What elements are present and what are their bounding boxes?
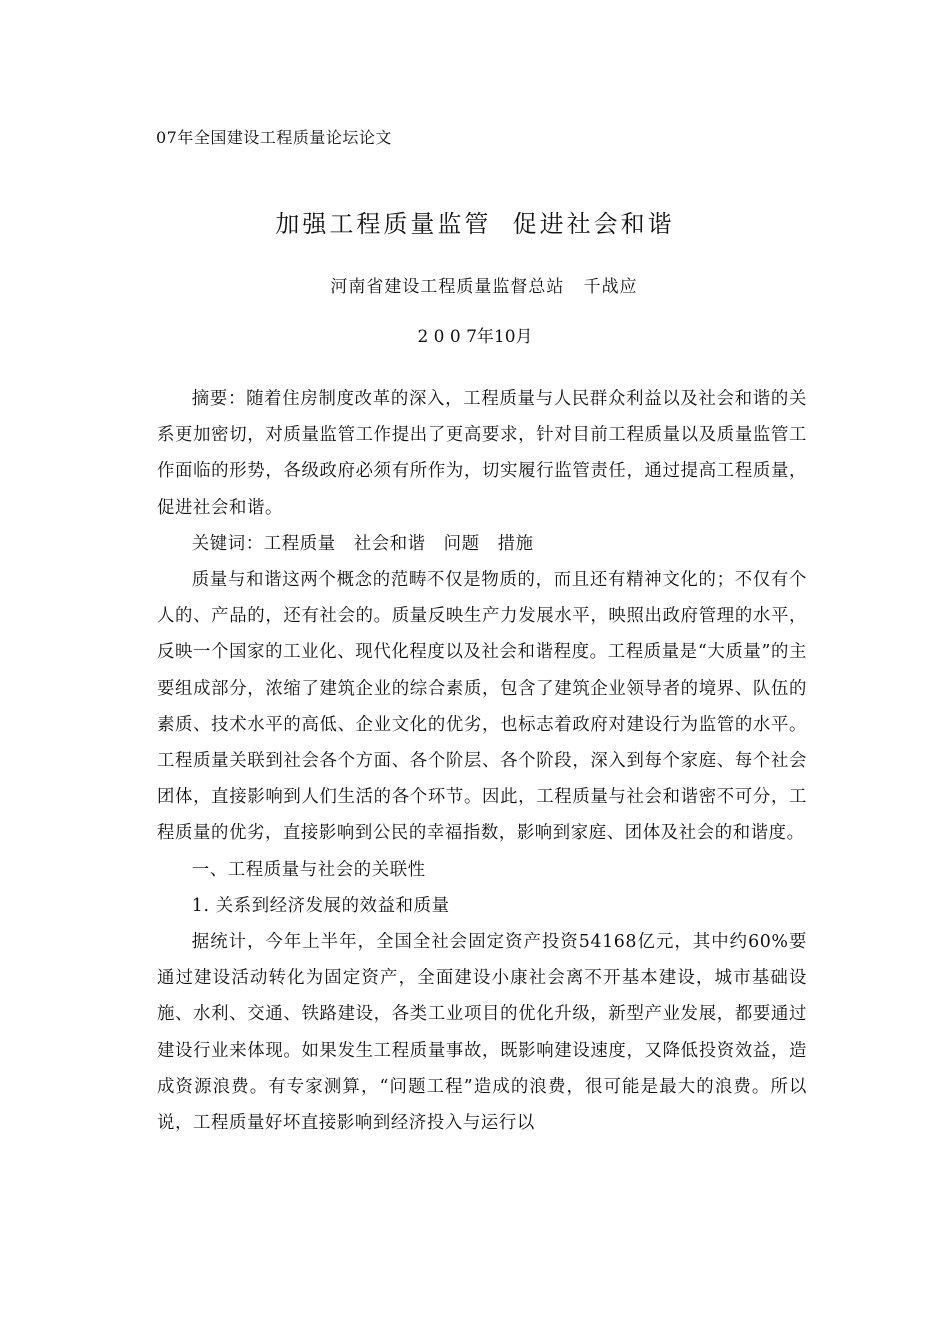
body-paragraph: 质量与和谐这两个概念的范畴不仅是物质的，而且还有精神文化的；不仅有个人的、产品的，还有社会的。质量反映生产力发展水平，映照出政府管理的水平，反映一个国家的工业化、现代化程度以及社会和谐程度。工程质量是“大质量”的主要组成部分，浓缩了建筑企业的综合素质，包含了建筑企业领导者的境界、队伍的素质、技术水平的高低、企业文化的优劣，也标志着政府对建设行为监管的水平。工程质量关联到社会各个方面、各个阶层、各个阶段，深入到每个家庭、每个社会团体，直接影响到人们生活的各个环节。因此，工程质量与社会和谐密不可分，工程质量的优劣，直接影响到公民的幸福指数，影响到家庭、团体及社会的和谐度。 (157, 570, 807, 844)
subsection-heading: 1. 关系到经济发展的效益和质量 (191, 895, 450, 916)
abstract-paragraph: 摘要：随着住房制度改革的深入，工程质量与人民群众利益以及社会和谐的关系更加密切，对质量监管工作提出了更高要求，针对目前工程质量以及质量监管工作面临的形势，各级政府必须有所作为，切实履行监管责任，通过提高工程质量，促进社会和谐。 (157, 389, 807, 518)
document-body (157, 381, 807, 1141)
body-paragraph: 据统计，今年上半年，全国全社会固定资产投资54168亿元，其中约60%要通过建设活动转化为固定资产，全面建设小康社会离不开基本建设，城市基础设施、水利、交通、铁路建设，各类工业项目的优化升级，新型产业发展，都要通过建设行业来体现。如果发生工程质量事故，既影响建设速度，又降低投资效益，造成资源浪费。有专家测算，“问题工程”造成的浪费，很可能是最大的浪费。所以说，工程质量好坏直接影响到经济投入与运行以 (157, 932, 807, 1134)
keywords-paragraph: 关键词：工程质量 社会和谐 问题 措施 (191, 533, 534, 554)
document-title: 加强工程质量监管 促进社会和谐 (275, 210, 675, 238)
document-date: 2 0 0 7年10月 (417, 327, 533, 347)
section-heading: 一、工程质量与社会的关联性 (191, 859, 426, 880)
document-header: 07年全国建设工程质量论坛论文 (156, 128, 392, 147)
document-author: 河南省建设工程质量监督总站 千战应 (330, 277, 638, 297)
